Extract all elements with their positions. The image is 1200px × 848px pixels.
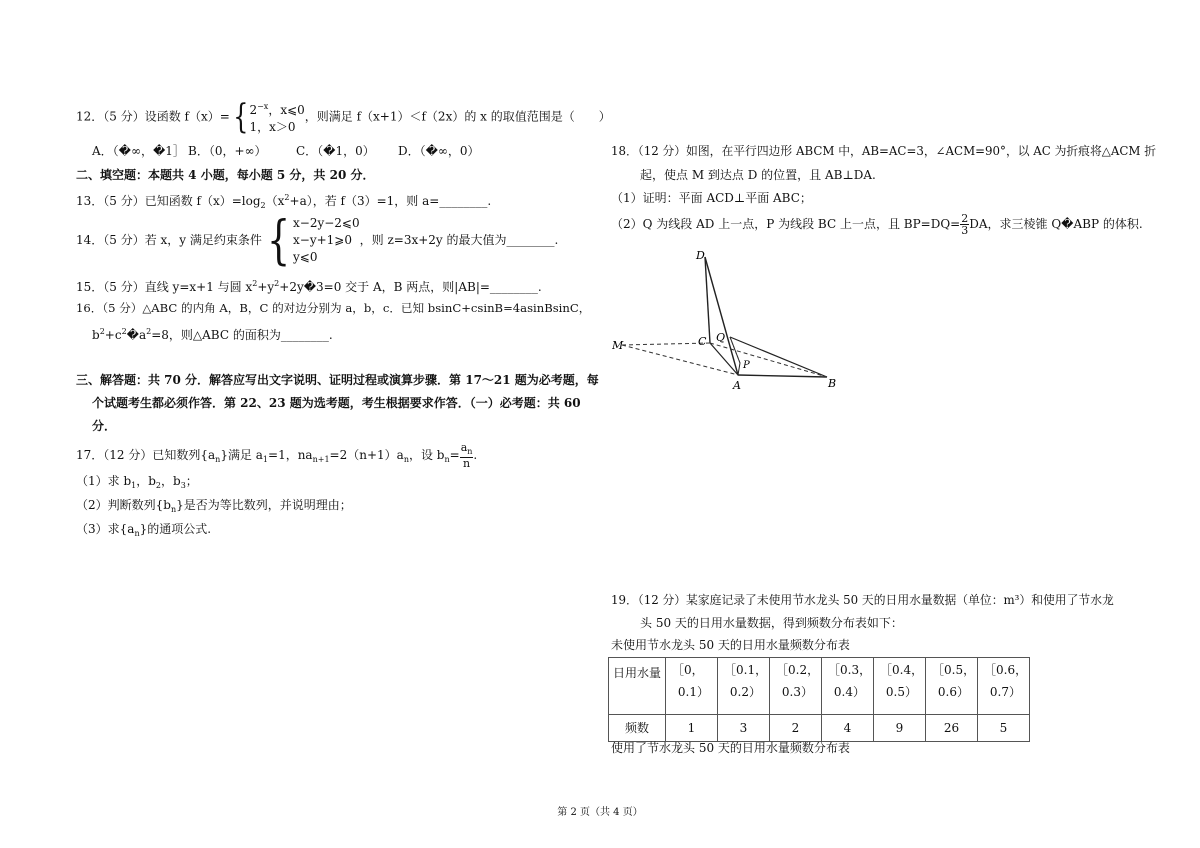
constraint-2: x−y+1⩾0: [293, 233, 352, 247]
q17-fraction: [460, 442, 474, 469]
constraint-1: x−2y−2⩽0: [293, 216, 360, 230]
question-15: [76, 276, 542, 295]
q17-p1c: ，b: [161, 474, 181, 488]
q17-p2b: }是否为等比数列，并说明理由；: [176, 498, 352, 512]
q17-frac-den: n: [463, 457, 471, 470]
edge-DA: [705, 257, 738, 375]
q16-l2b: +c: [104, 328, 122, 342]
table-1-title: 未使用节水龙头 50 天的日用水量频数分布表: [611, 638, 850, 652]
interval-end: 0.1）: [677, 685, 709, 699]
q17-p1s2: 2: [155, 481, 162, 490]
question-18-line1: 18．（12 分）如图，在平行四边形 ABCM 中，AB=AC=3，∠ACM=90°，以 AC 为折痕将△ACM 折: [611, 144, 1157, 158]
constraint-brace: {: [266, 210, 291, 271]
q15-a: 15．（5 分）直线 y=x+1 与圆 x: [76, 280, 253, 294]
q18-part-1: （1）证明：平面 ACD⊥平面 ABC；: [611, 191, 812, 205]
interval-cell: [874, 658, 926, 715]
case-2: 1，x＞0: [249, 120, 296, 134]
interval-end: 0.2）: [729, 685, 761, 699]
q16-l2c: �a: [126, 328, 147, 342]
q17-p3a: （3）求{a: [76, 522, 135, 536]
edge-MA: [622, 345, 738, 375]
q17-p3s: n: [134, 529, 140, 538]
q13-b: （x: [265, 194, 285, 208]
q12-option-b: B．（0，+∞）: [188, 144, 267, 158]
q16-sup1: 2: [99, 327, 105, 336]
interval-cell: [770, 658, 822, 715]
table-row-frequencies: [609, 715, 1030, 742]
q17-frac-num-sub: n: [467, 447, 473, 456]
interval-cell: [978, 658, 1030, 715]
question-19-line2: 头 50 天的日用水量数据，得到频数分布表如下：: [640, 616, 903, 630]
section-3-line3: 分．: [92, 419, 117, 433]
q17-b: }满足 a: [220, 448, 263, 462]
q12-option-c: C．（�1，0）: [296, 144, 375, 158]
q17-p1s1: 1: [131, 481, 137, 490]
interval-start: ［0.4，: [880, 663, 924, 677]
frequency-table: [608, 657, 1030, 742]
question-19-line1: 19．（12 分）某家庭记录了未使用节水龙头 50 天的日用水量数据（单位：m³）和使用了节水龙: [611, 593, 1114, 607]
q17-p3b: }的通项公式.: [139, 522, 212, 536]
row-header-water-usage: 日用水量: [609, 658, 666, 715]
q14-prefix: 14．（5 分）若 x，y 满足约束条件: [76, 233, 262, 247]
interval-cell: [666, 658, 718, 715]
interval-end: 0.4）: [833, 685, 865, 699]
q18-frac-den: 3: [961, 224, 969, 237]
q17-sub5: n: [444, 455, 450, 464]
question-18-line2: 起，使点 M 到达点 D 的位置，且 AB⊥DA.: [640, 168, 876, 182]
interval-end: 0.7）: [989, 685, 1021, 699]
frequency-cell: 9: [874, 715, 926, 742]
question-12: [76, 98, 611, 136]
table-row-intervals: [609, 658, 1030, 715]
interval-cell: [718, 658, 770, 715]
q12-suffix: ，则满足 f（x+1）＜f（2x）的 x 的取值范围是（ ）: [304, 109, 611, 124]
q13-c: +a），若 f（3）=1，则 a=________.: [289, 194, 492, 208]
q18-frac-num: 2: [961, 212, 969, 225]
label-Q: Q: [716, 331, 726, 344]
frequency-cell: 4: [822, 715, 874, 742]
page-footer: 第 2 页（共 4 页）: [557, 807, 643, 818]
q17-p1a: （1）求 b: [76, 474, 132, 488]
q17-a: 17．（12 分）已知数列{a: [76, 448, 216, 462]
q15-b: +y: [257, 280, 275, 294]
interval-start: ［0.6，: [984, 663, 1028, 677]
frequency-cell: 2: [770, 715, 822, 742]
edge-QB: [730, 337, 827, 377]
label-C: C: [698, 335, 707, 348]
question-16-line1: 16．（5 分）△ABC 的内角 A，B，C 的对边分别为 a，b，c．已知 bsinC+csinB=4asinBsinC，: [76, 301, 591, 315]
interval-start: ［0.1，: [724, 663, 768, 677]
q17-part-2: [76, 497, 352, 518]
question-14: [76, 210, 559, 271]
frequency-cell: 26: [926, 715, 978, 742]
q17-p1b: ，b: [136, 474, 156, 488]
q17-p2s: n: [170, 505, 177, 514]
q13-sup: 2: [284, 193, 290, 202]
q17-p1s3: 3: [180, 481, 186, 490]
q16-sup2: 2: [121, 327, 127, 336]
q17-end: .: [473, 448, 478, 462]
case-1-exp: −x: [257, 102, 269, 111]
q17-frac-num-a: a: [460, 441, 468, 454]
q18-part-2: [611, 210, 1143, 238]
table-2-title: 使用了节水龙头 50 天的日用水量频数分布表: [611, 741, 850, 755]
piecewise-cases: [249, 98, 304, 136]
q13-a: 13．（5 分）已知函数 f（x）=log: [76, 194, 261, 208]
interval-end: 0.3）: [781, 685, 813, 699]
constraint-cases: [293, 215, 360, 266]
row-header-frequency: 频数: [609, 715, 666, 742]
interval-start: ［0，: [672, 663, 704, 677]
q17-p1d: ；: [185, 474, 198, 488]
case-1-base: 2: [249, 103, 258, 117]
case-1: [249, 98, 304, 119]
q17-f: =: [449, 448, 460, 462]
section-2-title: 二、填空题：本题共 4 小题，每小题 5 分，共 20 分．: [76, 168, 375, 182]
label-D: D: [696, 249, 705, 262]
interval-start: ［0.2，: [776, 663, 820, 677]
label-B: B: [828, 377, 837, 390]
tetrahedron-figure: [612, 245, 852, 395]
q18-p2a: （2）Q 为线段 AD 上一点，P 为线段 BC 上一点，且 BP=DQ=: [611, 217, 961, 231]
edge-AP: [738, 363, 740, 375]
q16-l2d: =8，则△ABC 的面积为________.: [151, 328, 333, 342]
q17-sub2: 1: [262, 455, 269, 464]
interval-start: ［0.3，: [828, 663, 872, 677]
edge-AB: [738, 375, 827, 377]
label-M: M: [612, 339, 624, 352]
q17-part-3: [76, 521, 211, 542]
q17-frac-num: [460, 442, 474, 458]
q17-part-1: [76, 473, 198, 494]
interval-start: ［0.5，: [932, 663, 976, 677]
section-3-line1: 三、解答题：共 70 分．解答应写出文字说明、证明过程或演算步骤．第 17～21 题为必考题，每: [76, 373, 599, 387]
q17-d: =2（n+1）a: [329, 448, 404, 462]
q17-e: ，设 b: [408, 448, 445, 462]
q12-prefix: 12．（5 分）设函数 f（x）=: [76, 109, 230, 124]
piecewise-brace: {: [233, 97, 249, 137]
interval-cell: [822, 658, 874, 715]
q12-option-d: D．（�∞，0）: [398, 144, 480, 158]
q17-sub1: n: [215, 455, 221, 464]
q12-option-a: A．（�∞，�1］: [92, 144, 185, 158]
label-P: P: [743, 360, 750, 371]
q15-sup1: 2: [252, 279, 258, 288]
label-A: A: [733, 379, 741, 392]
q13-sub: 2: [260, 201, 266, 210]
q17-sub4: n: [403, 455, 409, 464]
q14-suffix: ，则 z=3x+2y 的最大值为________.: [359, 233, 559, 247]
frequency-cell: 1: [666, 715, 718, 742]
q15-c: +2y�3=0 交于 A，B 两点，则|AB|=________.: [279, 280, 542, 294]
interval-cell: [926, 658, 978, 715]
q18-p2b: DA，求三棱锥 Q�ABP 的体积.: [969, 217, 1143, 231]
q17-p2a: （2）判断数列{b: [76, 498, 171, 512]
interval-end: 0.5）: [885, 685, 917, 699]
interval-end: 0.6）: [937, 685, 969, 699]
q17-sub3: n+1: [312, 455, 330, 464]
question-16-line2: [92, 324, 333, 343]
q15-sup2: 2: [274, 279, 280, 288]
q17-c: =1，na: [268, 448, 313, 462]
constraint-3: y⩽0: [293, 250, 318, 264]
question-17: [76, 440, 477, 475]
edge-MC: [622, 343, 710, 345]
q18-fraction: [960, 213, 969, 236]
case-1-cond: ，x⩽0: [268, 103, 305, 117]
q16-sup3: 2: [146, 327, 152, 336]
section-3-line2: 个试题考生都必须作答．第 22、23 题为选考题，考生根据要求作答．（一）必考题：共 60: [92, 396, 581, 410]
q16-l2a: b: [92, 328, 100, 342]
frequency-cell: 5: [978, 715, 1030, 742]
frequency-cell: 3: [718, 715, 770, 742]
